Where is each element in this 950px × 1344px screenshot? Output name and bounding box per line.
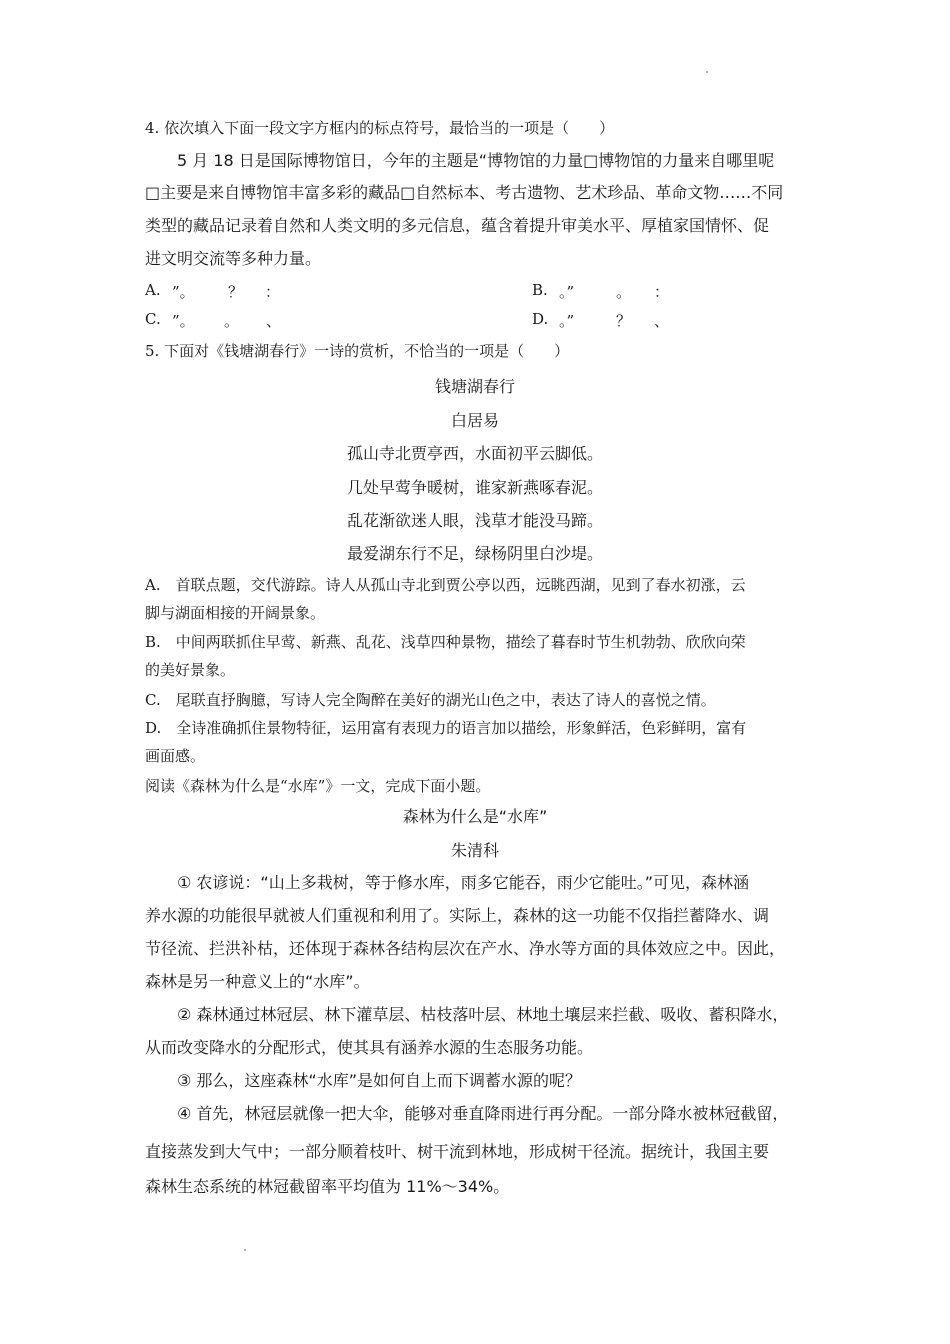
option-mark: 。”	[559, 283, 575, 301]
option-letter: D.	[532, 310, 549, 328]
paragraph-line: 养水源的功能很早就被人们重视和利用了。实际上，森林的这一功能不仅指拦蓄降水、调	[145, 906, 770, 925]
option-mark: ”。	[172, 312, 195, 330]
poem-line: 乱花渐欲迷人眼，浅草才能没马蹄。	[346, 511, 603, 530]
q5-option-c: C. 尾联直抒胸臆，写诗人完全陶醉在美好的湖光山色之中，表达了诗人的喜悦之情。	[145, 691, 716, 709]
q5-option-b-cont: 的美好景象。	[145, 661, 236, 679]
poem-title: 钱塘湖春行	[434, 377, 515, 396]
option-mark: ”。	[172, 283, 195, 301]
q4-passage-line: 进文明交流等多种力量。	[145, 249, 322, 268]
q5-option-d: D. 全诗准确抓住景物特征，运用富有表现力的语言加以描绘，形象鲜活，色彩鲜明，富有	[145, 719, 747, 737]
option-letter: B.	[532, 281, 548, 299]
paragraph-line: 森林是另一种意义上的“水库”。	[145, 972, 370, 991]
paragraph-line: 节径流、拦洪补枯，还体现于森林各结构层次在产水、净水等方面的具体效应之中。因此，	[145, 939, 786, 958]
q5-option-a: A. 首联点题，交代游踪。诗人从孤山寺北到贾公亭以西，远眺西湖，见到了春水初涨，云	[145, 576, 746, 594]
paragraph-line: 从而改变降水的分配形式，使其具有涵养水源的生态服务功能。	[145, 1038, 594, 1057]
article-title: 森林为什么是“水库”	[402, 807, 548, 826]
reading-intro: 阅读《森林为什么是“水库”》一文，完成下面小题。	[145, 777, 491, 795]
option-mark: ？	[616, 312, 632, 330]
paragraph-line: ④ 首先，林冠层就像一把大伞，能够对垂直降雨进行再分配。一部分降水被林冠截留，	[177, 1104, 789, 1123]
poem-line: 孤山寺北贾亭西，水面初平云脚低。	[346, 444, 603, 463]
scan-speck	[244, 1249, 246, 1251]
option-mark: ：	[265, 283, 281, 301]
paragraph-line: ① 农谚说：“山上多栽树，等于修水库，雨多它能吞，雨少它能吐。”可见，森林涵	[177, 873, 750, 892]
q4-passage-line: 5 月 18 日是国际博物馆日，今年的主题是“博物馆的力量□博物馆的力量来自哪里呢	[177, 151, 775, 170]
poem-line: 最爱湖东行不足，绿杨阴里白沙堤。	[346, 544, 603, 563]
q5-option-d-cont: 画面感。	[145, 747, 206, 765]
scan-speck	[706, 71, 708, 73]
option-letter: A.	[145, 281, 161, 299]
q5-option-a-cont: 脚与湖面相接的开阔景象。	[145, 604, 326, 622]
option-letter: C.	[145, 310, 161, 328]
q4-passage-line: 类型的藏品记录着自然和人类文明的多元信息，蕴含着提升审美水平、厚植家国情怀、促	[145, 216, 770, 235]
q4-passage-line: □主要是来自博物馆丰富多彩的藏品□自然标本、考古遗物、艺术珍品、革命文物……不同	[145, 183, 784, 202]
q5-option-b: B. 中间两联抓住早莺、新燕、乱花、浅草四种景物，描绘了暮春时节生机勃勃、欣欣向荣	[145, 633, 746, 651]
option-mark: 。	[224, 312, 240, 330]
option-mark: 。	[616, 283, 632, 301]
option-mark: 、	[266, 312, 282, 330]
option-mark: 。”	[559, 312, 575, 330]
option-mark: 、	[654, 312, 670, 330]
q5-stem: 5. 下面对《钱塘湖春行》一诗的赏析，不恰当的一项是（ ）	[145, 342, 570, 360]
option-mark: ：	[654, 283, 670, 301]
poem-author: 白居易	[450, 411, 499, 430]
paragraph-line: 森林生态系统的林冠截留率平均值为 11%～34%。	[145, 1177, 510, 1196]
poem-line: 几处早莺争暖树，谁家新燕啄春泥。	[346, 478, 603, 497]
option-mark: ？	[228, 283, 244, 301]
paragraph-line: ③ 那么，这座森林“水库”是如何自上而下调蓄水源的呢？	[177, 1071, 582, 1090]
q4-stem: 4. 依次填入下面一段文字方框内的标点符号，最恰当的一项是（ ）	[145, 119, 615, 137]
paragraph-line: ② 森林通过林冠层、林下灌草层、枯枝落叶层、林地土壤层来拦截、吸收、蓄积降水，	[177, 1005, 789, 1024]
paragraph-line: 直接蒸发到大气中；一部分顺着枝叶、树干流到林地，形成树干径流。据统计，我国主要	[145, 1142, 770, 1161]
article-author: 朱清科	[450, 841, 499, 860]
